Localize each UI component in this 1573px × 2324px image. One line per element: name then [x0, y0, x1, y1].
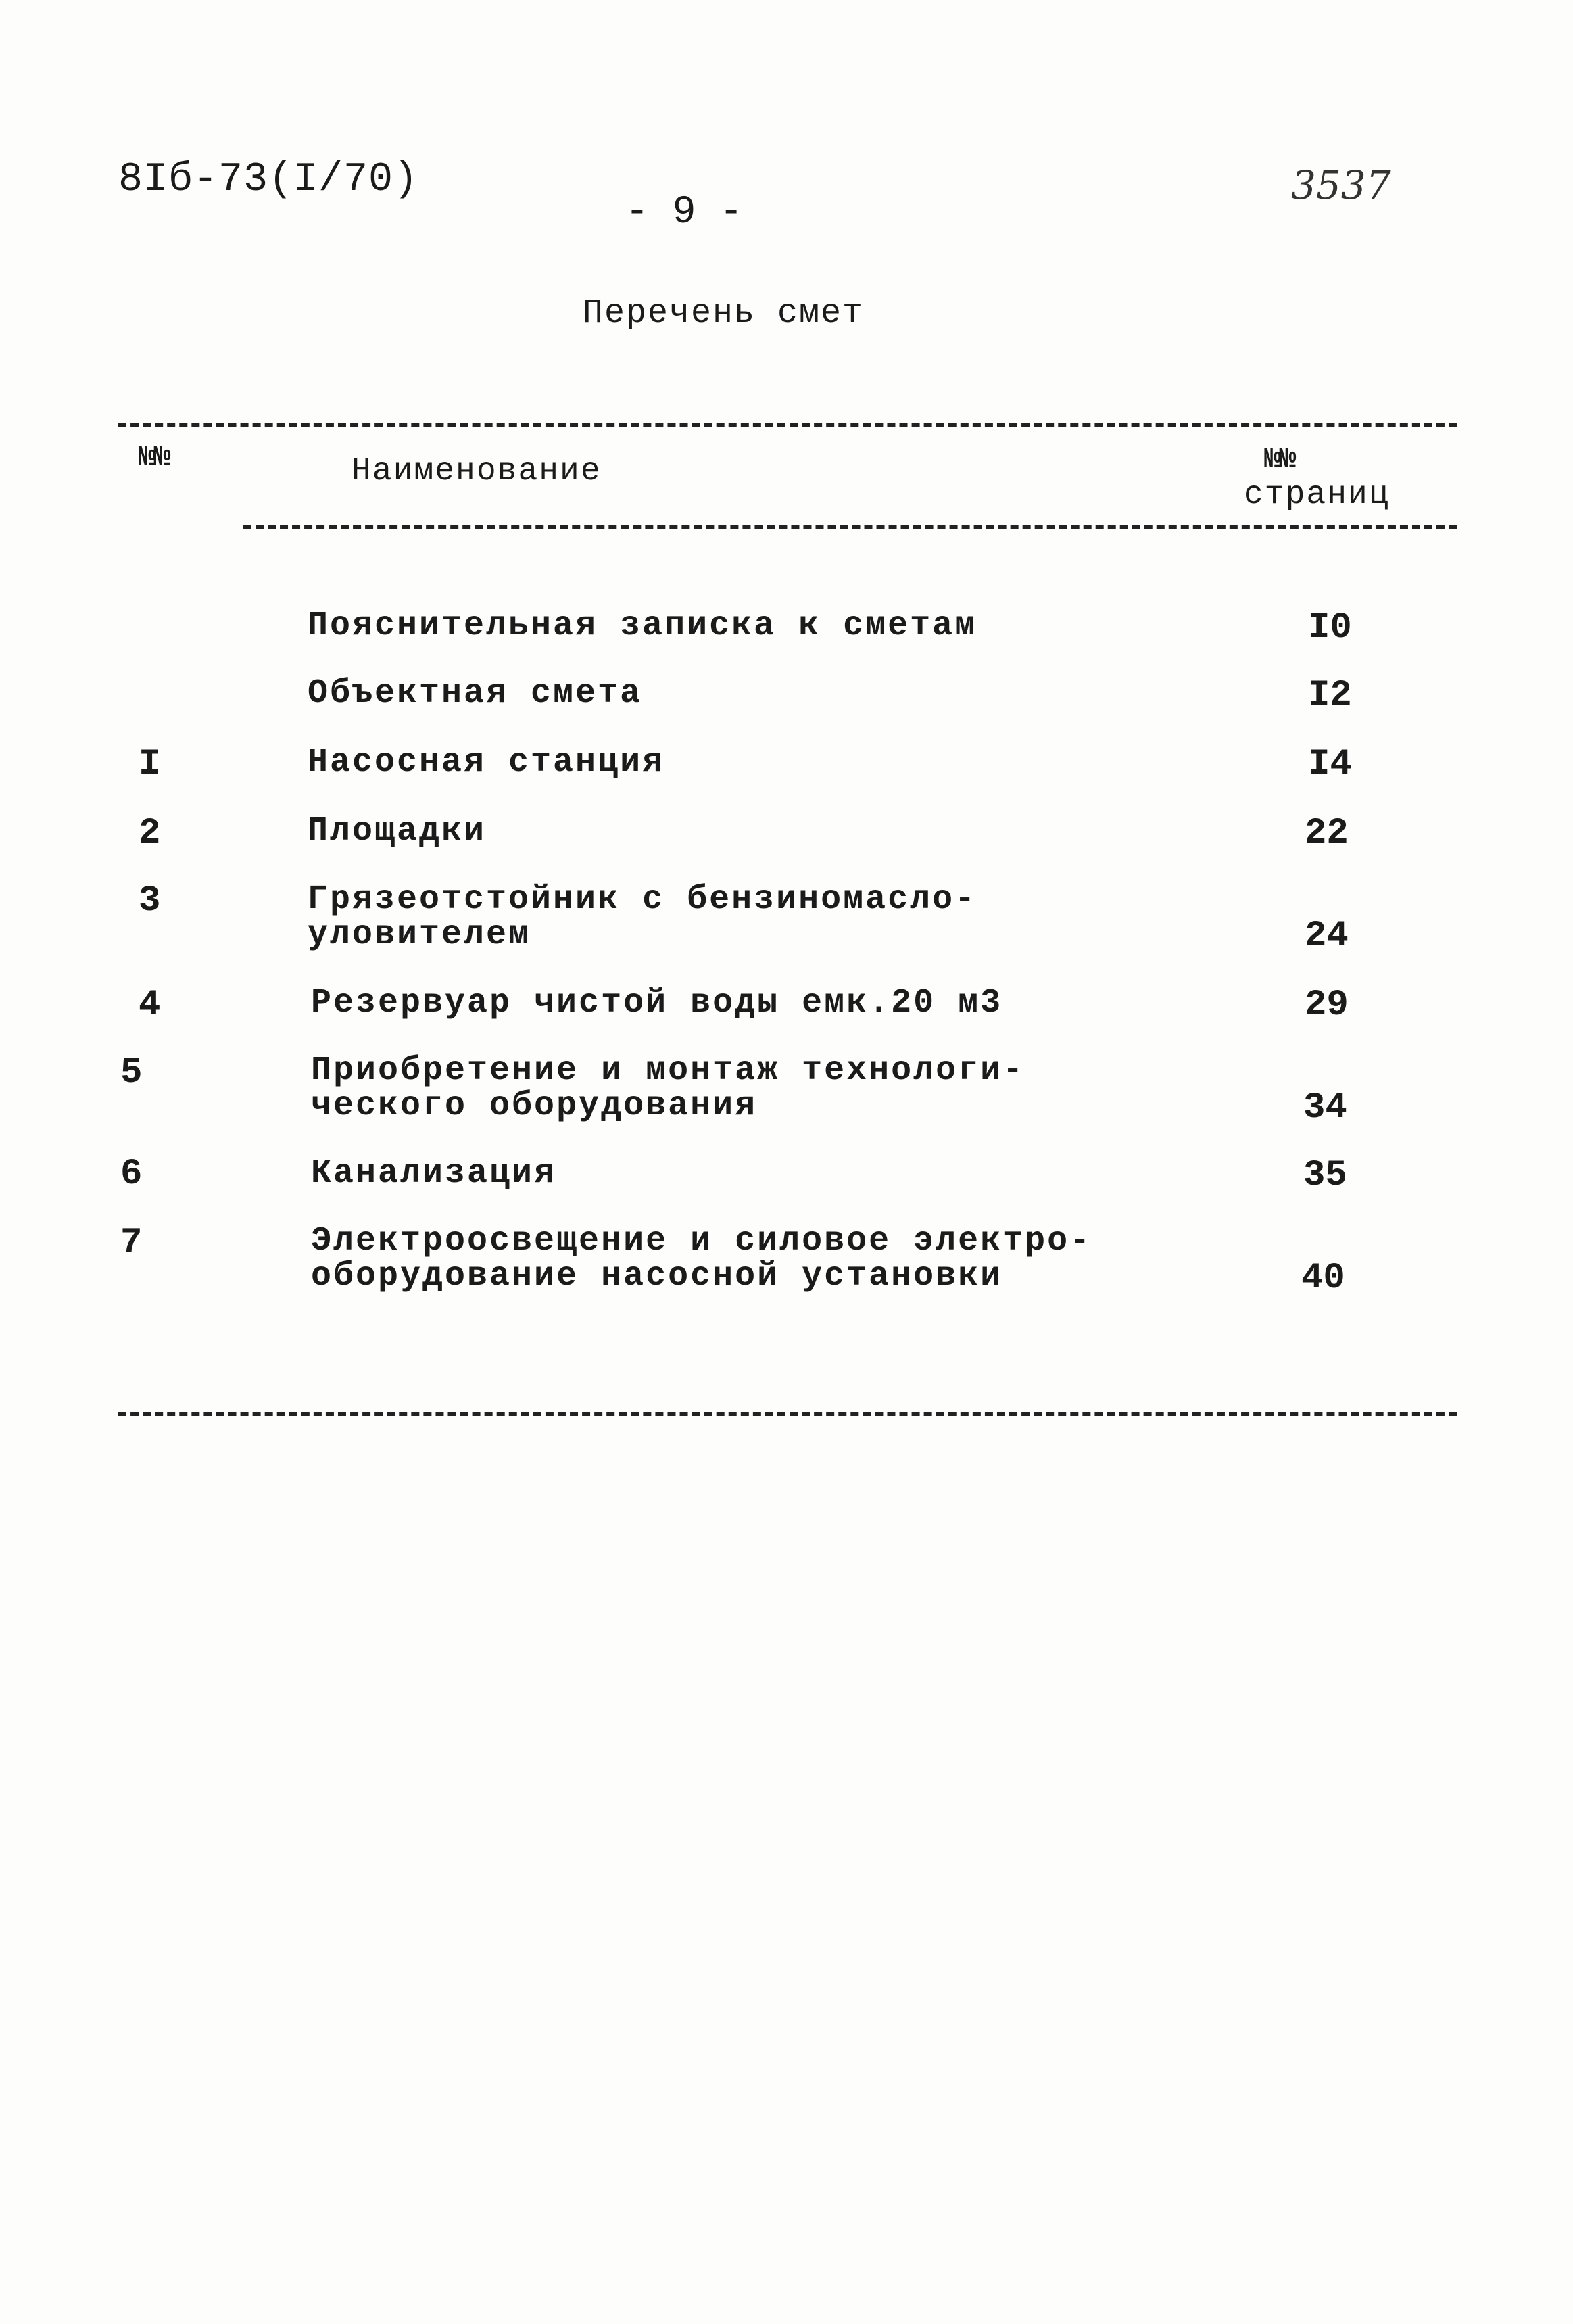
column-header-pages-number: №№	[1264, 443, 1294, 475]
table-header-divider	[243, 525, 1457, 529]
table-row-page: 40	[1301, 1258, 1345, 1299]
table-row-page: 22	[1305, 813, 1349, 854]
column-header-name: Наименование	[352, 453, 602, 490]
table-row-number: 2	[139, 813, 161, 854]
table-row-page: I0	[1308, 607, 1352, 648]
table-row-number: 4	[139, 985, 161, 1026]
table-row-name: Грязеотстойник с бензиномасло- уловителем	[308, 880, 977, 954]
handwritten-sheet-number: 3537	[1291, 162, 1391, 208]
column-header-number: №№	[139, 441, 169, 473]
table-row-page: I2	[1308, 675, 1352, 716]
table-row-number: 5	[120, 1052, 143, 1093]
table-row-page: I4	[1308, 744, 1352, 785]
table-row-number: 3	[139, 880, 161, 922]
table-row-name: Приобретение и монтаж технологи- ческого оборудования	[311, 1051, 1025, 1125]
table-row-page: 35	[1303, 1155, 1347, 1196]
table-bottom-divider	[118, 1412, 1457, 1416]
document-code: 8Iб-73(I/70)	[118, 157, 419, 203]
table-row-name: Пояснительная записка к сметам	[308, 607, 977, 645]
page-number: - 9 -	[625, 191, 744, 235]
table-row-page: 34	[1303, 1087, 1347, 1129]
table-row-name: Электроосвещение и силовое электро- оборудование насосной установки	[311, 1222, 1092, 1296]
table-row-name: Канализация	[311, 1154, 557, 1193]
table-top-divider	[118, 423, 1457, 427]
table-row-name: Площадки	[308, 812, 487, 851]
table-row-number: I	[139, 744, 161, 785]
table-row-name: Насосная станция	[308, 743, 665, 782]
table-row-name: Объектная смета	[308, 674, 643, 713]
table-row-page: 24	[1305, 916, 1349, 957]
table-row-number: 7	[120, 1223, 143, 1264]
column-header-pages: страниц	[1244, 477, 1390, 513]
page-title: Перечень смет	[583, 294, 865, 333]
table-row-page: 29	[1305, 985, 1349, 1026]
table-row-number: 6	[120, 1154, 143, 1195]
table-row-name: Резервуар чистой воды емк.20 м3	[311, 984, 1003, 1022]
